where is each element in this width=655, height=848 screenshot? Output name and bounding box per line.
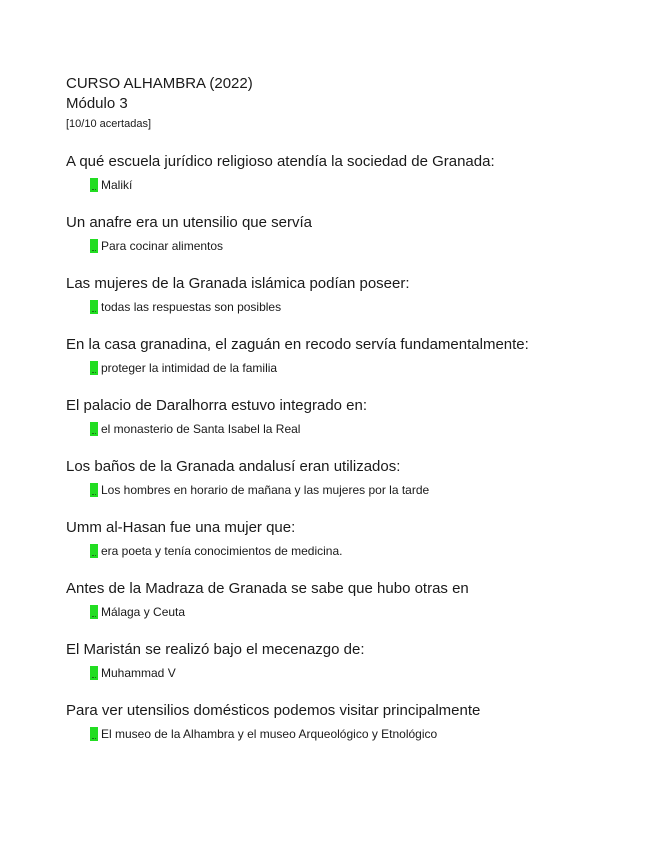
- correct-marker-icon: [90, 361, 98, 375]
- answer-text: Los hombres en horario de mañana y las mujeres por la tarde: [101, 483, 430, 497]
- question-item: [66, 396, 636, 457]
- question-list: [66, 152, 636, 762]
- answer-row: [90, 299, 636, 315]
- answer-row: [90, 177, 636, 193]
- question-text: A qué escuela jurídico religioso atendía la sociedad de Granada:: [66, 153, 495, 170]
- answer-row: [90, 604, 636, 620]
- question-text: Los baños de la Granada andalusí eran utilizados:: [66, 458, 401, 475]
- answer-row: [90, 482, 636, 498]
- question-item: [66, 213, 636, 274]
- correct-marker-icon: [90, 727, 98, 741]
- answer-row: [90, 421, 636, 437]
- answer-text: el monasterio de Santa Isabel la Real: [101, 422, 301, 436]
- correct-marker-icon: [90, 178, 98, 192]
- question-text: Las mujeres de la Granada islámica podían poseer:: [66, 275, 410, 292]
- document-page: [66, 74, 636, 762]
- score-summary: [10/10 acertadas]: [66, 118, 152, 130]
- question-item: [66, 335, 636, 396]
- answer-text: proteger la intimidad de la familia: [101, 361, 278, 375]
- question-text: En la casa granadina, el zaguán en recodo servía fundamentalmente:: [66, 336, 529, 353]
- answer-text: todas las respuestas son posibles: [101, 300, 282, 314]
- answer-text: Malikí: [101, 178, 133, 192]
- question-item: [66, 579, 636, 640]
- module-title: Módulo 3: [66, 95, 128, 112]
- correct-marker-icon: [90, 483, 98, 497]
- answer-text: Para cocinar alimentos: [101, 239, 224, 253]
- correct-marker-icon: [90, 544, 98, 558]
- answer-row: [90, 238, 636, 254]
- correct-marker-icon: [90, 300, 98, 314]
- answer-row: [90, 543, 636, 559]
- answer-row: [90, 726, 636, 742]
- question-item: [66, 274, 636, 335]
- answer-text: El museo de la Alhambra y el museo Arqueológico y Etnológico: [101, 727, 438, 741]
- question-text: Un anafre era un utensilio que servía: [66, 214, 312, 231]
- question-item: [66, 701, 636, 762]
- question-text: Antes de la Madraza de Granada se sabe que hubo otras en: [66, 580, 469, 597]
- correct-marker-icon: [90, 422, 98, 436]
- question-item: [66, 640, 636, 701]
- question-item: [66, 518, 636, 579]
- answer-text: era poeta y tenía conocimientos de medicina.: [101, 544, 343, 558]
- question-text: Umm al-Hasan fue una mujer que:: [66, 519, 296, 536]
- correct-marker-icon: [90, 605, 98, 619]
- question-text: Para ver utensilios domésticos podemos visitar principalmente: [66, 702, 481, 719]
- question-item: [66, 457, 636, 518]
- question-text: El palacio de Daralhorra estuvo integrado en:: [66, 397, 368, 414]
- correct-marker-icon: [90, 239, 98, 253]
- course-title: CURSO ALHAMBRA (2022): [66, 75, 253, 92]
- question-item: [66, 152, 636, 213]
- correct-marker-icon: [90, 666, 98, 680]
- answer-text: Málaga y Ceuta: [101, 605, 186, 619]
- answer-row: [90, 360, 636, 376]
- question-text: El Maristán se realizó bajo el mecenazgo de:: [66, 641, 365, 658]
- answer-row: [90, 665, 636, 681]
- answer-text: Muhammad V: [101, 666, 176, 680]
